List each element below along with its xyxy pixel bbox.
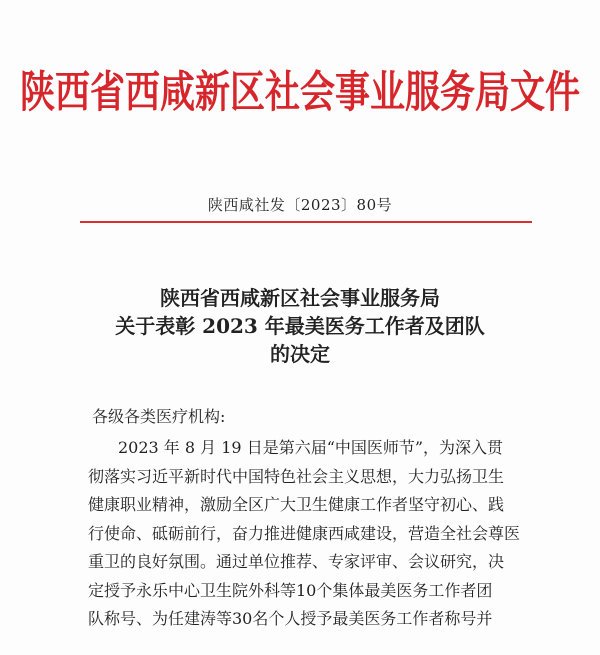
issuer-header: 陕西省西咸新区社会事业服务局文件 <box>19 68 580 118</box>
title-line-2: 关于表彰 2023 年最美医务工作者及团队 <box>115 314 485 338</box>
body-line: 队称号、为任建涛等30名个人授予最美医务工作者称号并 <box>88 609 493 628</box>
red-divider-line <box>80 221 532 223</box>
title-line-3: 的决定 <box>270 342 330 366</box>
body-line: 重卫的良好氛围。通过单位推荐、专家评审、会议研究，决 <box>88 552 505 571</box>
document-title <box>0 284 600 368</box>
document-number: 陕西咸社发〔2023〕80号 <box>207 196 393 214</box>
salutation: 各级各类医疗机构: <box>92 407 226 426</box>
body-line: 行使命、砥砺前行，奋力推进健康西咸建设，营造全社会尊医 <box>88 523 521 543</box>
body-line: 健康职业精神，激励全区广大卫生健康工作者坚守初心、践 <box>88 495 505 514</box>
body-line: 彻落实习近平新时代中国特色社会主义思想，大力弘扬卫生 <box>88 466 505 486</box>
body-paragraph <box>88 434 521 634</box>
title-line-1: 陕西省西咸新区社会事业服务局 <box>160 286 440 310</box>
body-line: 2023 年 8 月 19 日是第六届“中国医师节”，为深入贯 <box>118 438 504 457</box>
body-line: 定授予永乐中心卫生院外科等10个集体最美医务工作者团 <box>88 580 493 600</box>
